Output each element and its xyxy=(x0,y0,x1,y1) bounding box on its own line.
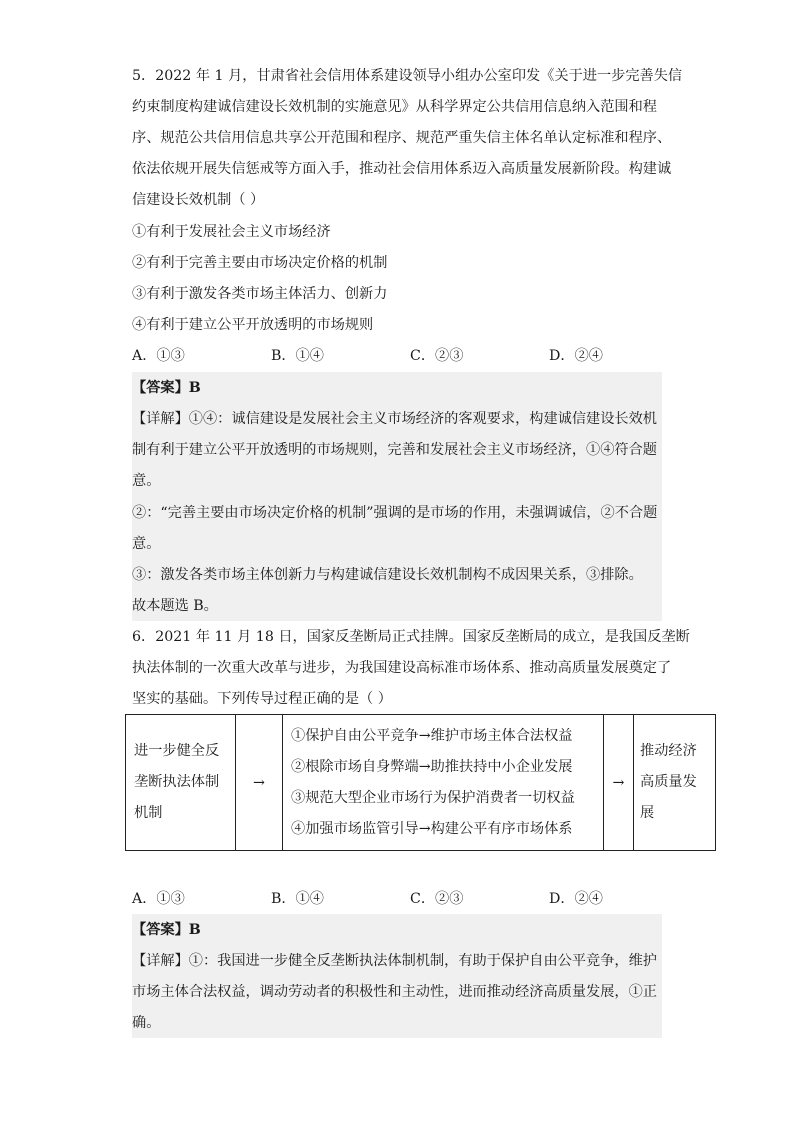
q5-stem-line: 依法依规开展失信惩戒等方面入手，推动社会信用体系迈入高质量发展新阶段。构建诚 xyxy=(132,161,672,177)
q6-stem-line: 6．2021 年 11 月 18 日，国家反垄断局正式挂牌。国家反垄断局的成立，是我国反垄断 xyxy=(132,629,690,645)
q5-detail-line: 故本题选 B。 xyxy=(132,598,218,614)
q5-statement: ④有利于建立公平开放透明的市场规则 xyxy=(132,317,374,333)
q5-option-a: A．①③ xyxy=(132,348,185,364)
q6-table-right-line: 展 xyxy=(640,805,655,821)
q5-option-b: B．①④ xyxy=(271,348,324,364)
q6-stem-line: 执法体制的一次重大改革与进步，为我国建设高标准市场体系、推动高质量发展奠定了 xyxy=(132,660,672,676)
q6-detail-line: 市场主体合法权益，调动劳动者的积极性和主动性，进而推动经济高质量发展，①正 xyxy=(132,984,657,1000)
q6-option-a: A．①③ xyxy=(132,891,185,907)
q6-option-b: B．①④ xyxy=(271,891,324,907)
q6-option-c: C．②③ xyxy=(410,891,464,907)
q5-stem-line: 约束制度构建诚信建设长效机制的实施意见》从科学界定公共信用信息纳入范围和程 xyxy=(132,99,657,115)
q5-option-c: C．②③ xyxy=(410,348,464,364)
q5-detail-line: 【详解】①④：诚信建设是发展社会主义市场经济的客观要求，构建诚信建设长效机 xyxy=(132,411,657,427)
q6-table-middle-cell xyxy=(283,715,604,851)
q6-table-middle-line: ②根除市场自身弊端→助推扶持中小企业发展 xyxy=(291,758,573,775)
q6-table-middle-line: ①保护自由公平竞争→维护市场主体合法权益 xyxy=(291,727,573,744)
q6-flow-table xyxy=(125,714,716,851)
q5-statement: ②有利于完善主要由市场决定价格的机制 xyxy=(132,255,388,271)
q5-detail-line: 意。 xyxy=(132,536,161,552)
q6-table-middle-line: ④加强市场监管引导→构建公平有序市场体系 xyxy=(291,820,573,837)
q5-option-d: D．②④ xyxy=(549,348,603,364)
q6-table-middle-line: ③规范大型企业市场行为保护消费者一切权益 xyxy=(291,789,575,806)
q5-stem-line: 5．2022 年 1 月，甘肃省社会信用体系建设领导小组办公室印发《关于进一步完善失信 xyxy=(132,68,683,84)
q6-answer: 【答案】B xyxy=(132,922,201,938)
q6-table-arrow-1: → xyxy=(236,715,283,851)
q6-table-arrow-2: → xyxy=(604,715,634,851)
q6-answer-block xyxy=(132,914,662,1038)
q6-table-right-cell xyxy=(634,715,716,851)
q6-table-left-line: 垄断执法体制 xyxy=(134,774,220,790)
q6-detail-line: 【详解】①：我国进一步健全反垄断执法体制机制，有助于保护自由公平竞争，维护 xyxy=(132,953,657,969)
q5-detail-line: ③：激发各类市场主体创新力与构建诚信建设长效机制构不成因果关系，③排除。 xyxy=(132,567,643,583)
q6-detail-line: 确。 xyxy=(132,1015,161,1031)
q6-option-d: D．②④ xyxy=(549,891,603,907)
q6-table-left-line: 进一步健全反 xyxy=(134,743,220,759)
q6-table-left-cell xyxy=(126,715,236,851)
q5-stem-line: 信建设长效机制（ ） xyxy=(132,192,265,208)
q5-detail-line: ②：“完善主要由市场决定价格的机制”强调的是市场的作用，未强调诚信，②不合题 xyxy=(132,505,658,521)
q6-table-right-line: 推动经济 xyxy=(640,743,697,759)
q6-table-left-line: 机制 xyxy=(134,805,163,821)
q5-detail-line: 制有利于建立公平开放透明的市场规则，完善和发展社会主义市场经济，①④符合题 xyxy=(132,442,657,458)
q5-stem-line: 序、规范公共信用信息共享公开范围和程序、规范严重失信主体名单认定标准和程序、 xyxy=(132,130,672,146)
q5-answer: 【答案】B xyxy=(132,380,201,396)
q5-detail-line: 意。 xyxy=(132,473,161,489)
q5-statement: ③有利于激发各类市场主体活力、创新力 xyxy=(132,286,388,302)
q5-statement: ①有利于发展社会主义市场经济 xyxy=(132,224,331,240)
q6-table-right-line: 高质量发 xyxy=(640,774,697,790)
q6-stem-line: 坚实的基础。下列传导过程正确的是（ ） xyxy=(132,691,392,707)
